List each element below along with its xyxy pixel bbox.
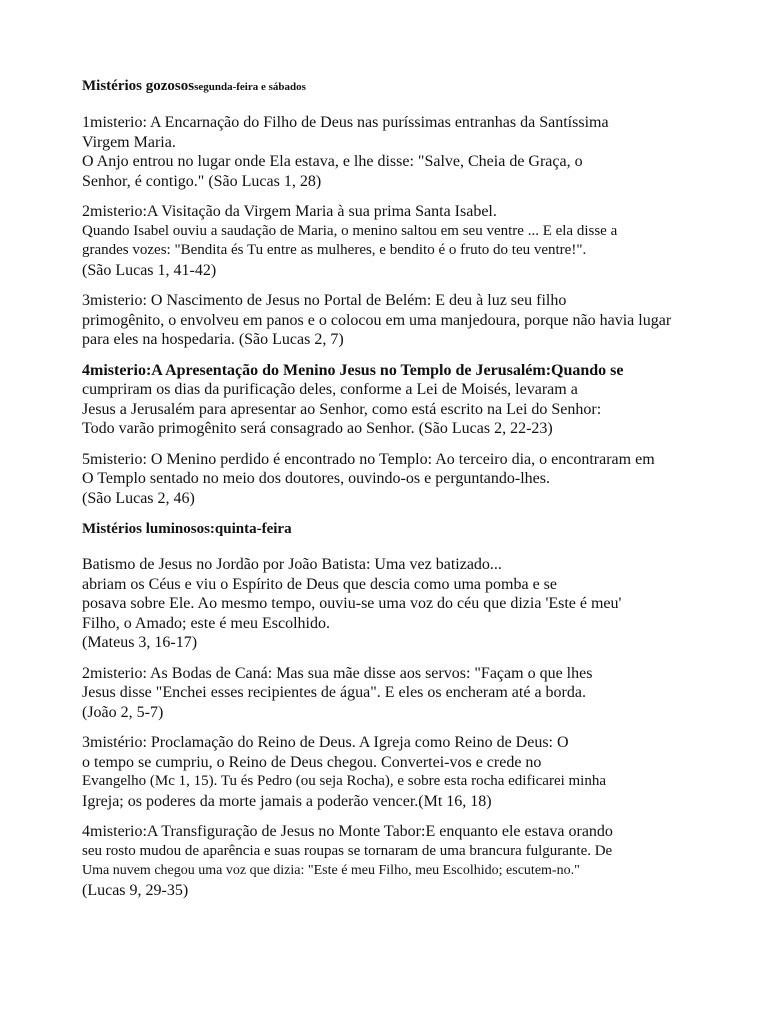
section-title: Mistérios luminosos: bbox=[82, 521, 215, 537]
section-heading-gozosos bbox=[82, 76, 752, 97]
mystery-paragraph-luminoso-1 bbox=[82, 555, 752, 653]
text-line: grandes vozes: "Bendita és Tu entre as mulheres, e bendito é o fruto do teu ventre!". bbox=[82, 242, 587, 258]
mystery-paragraph-gozoso-3 bbox=[82, 291, 752, 350]
text-line: abriam os Céus e viu o Espírito de Deus que descia como uma pomba e se bbox=[82, 575, 557, 593]
section-days: segunda-feira e sábados bbox=[194, 81, 306, 93]
text-line: Todo varão primogênito será consagrado ao Senhor. (São Lucas 2, 22-23) bbox=[82, 420, 553, 437]
text-line: O Templo sentado no meio dos doutores, ouvindo-os e perguntando-lhes. bbox=[82, 470, 550, 487]
section-days: quinta-feira bbox=[214, 521, 292, 537]
text-line: Virgem Maria. bbox=[82, 133, 176, 151]
text-line: Senhor, é contigo." (São Lucas 1, 28) bbox=[82, 172, 322, 190]
text-line: 2misterio: As Bodas de Caná: Mas sua mãe disse aos servos: "Façam o que lhes bbox=[82, 664, 593, 682]
text-line: Jesus a Jerusalém para apresentar ao Senhor, como está escrito na Lei do Senhor: bbox=[82, 400, 602, 418]
text-line: Uma nuvem chegou uma voz que dizia: "Este é meu Filho, meu Escolhido; escutem-no." bbox=[82, 863, 580, 878]
text-line: Evangelho (Mc 1, 15). Tu és Pedro (ou seja Rocha), e sobre esta rocha edificarei minha bbox=[82, 773, 607, 789]
text-line: O Anjo entrou no lugar onde Ela estava, e lhe disse: "Salve, Cheia de Graça, o bbox=[82, 153, 583, 170]
mystery-title-bold: 4misterio:A Apresentação do Menino Jesus no Templo de Jerusalém:Quando se bbox=[82, 361, 624, 379]
mystery-paragraph-luminoso-3 bbox=[82, 733, 752, 811]
text-line: (São Lucas 2, 46) bbox=[82, 489, 195, 507]
text-line: posava sobre Ele. Ao mesmo tempo, ouviu-se uma voz do céu que dizia 'Este é meu' bbox=[82, 595, 622, 612]
text-line: 3misterio: O Nascimento de Jesus no Portal de Belém: E deu à luz seu filho bbox=[82, 292, 567, 309]
document-body bbox=[82, 76, 752, 911]
text-line: o tempo se cumpriu, o Reino de Deus chegou. Convertei-vos e crede no bbox=[82, 753, 542, 771]
text-line: Igreja; os poderes da morte jamais a poderão vencer.(Mt 16, 18) bbox=[82, 792, 492, 810]
text-line: Jesus disse "Enchei esses recipientes de água". E eles os encheram até a borda. bbox=[82, 684, 586, 701]
text-line: (Mateus 3, 16-17) bbox=[82, 634, 198, 651]
mystery-paragraph-luminoso-4 bbox=[82, 822, 752, 900]
mystery-paragraph-gozoso-4 bbox=[82, 361, 752, 439]
mystery-paragraph-gozoso-1 bbox=[82, 113, 752, 191]
text-line: para eles na hospedaria. (São Lucas 2, 7) bbox=[82, 331, 344, 348]
section-title: Mistérios gozosos bbox=[82, 78, 195, 94]
text-line: seu rosto mudou de aparência e suas roupas se tornaram de uma brancura fulgurante. De bbox=[82, 842, 613, 859]
mystery-paragraph-luminoso-2 bbox=[82, 664, 752, 723]
text-line: (São Lucas 1, 41-42) bbox=[82, 261, 217, 279]
text-line: 1misterio: A Encarnação do Filho de Deus nas puríssimas entranhas da Santíssima bbox=[82, 114, 609, 131]
text-line: (João 2, 5-7) bbox=[82, 703, 164, 721]
mystery-paragraph-gozoso-5 bbox=[82, 450, 752, 509]
text-line: (Lucas 9, 29-35) bbox=[82, 881, 189, 899]
text-line: 2misterio:A Visitação da Virgem Maria à sua prima Santa Isabel. bbox=[82, 203, 497, 220]
section-heading-luminosos bbox=[82, 519, 752, 539]
text-line: 3mistério: Proclamação do Reino de Deus. A Igreja como Reino de Deus: O bbox=[82, 734, 569, 751]
text-line: 5misterio: O Menino perdido é encontrado no Templo: Ao terceiro dia, o encontraram em bbox=[82, 450, 655, 468]
text-line: cumpriram os dias da purificação deles, conforme a Lei de Moisés, levaram a bbox=[82, 381, 578, 398]
text-line: 4misterio:A Transfiguração de Jesus no Monte Tabor:E enquanto ele estava orando bbox=[82, 823, 613, 840]
text-line: primogênito, o envolveu em panos e o colocou em uma manjedoura, porque não havia lugar bbox=[82, 311, 672, 329]
text-line: Batismo de Jesus no Jordão por João Batista: Uma vez batizado... bbox=[82, 556, 502, 573]
text-line: Filho, o Amado; este é meu Escolhido. bbox=[82, 614, 330, 632]
mystery-paragraph-gozoso-2 bbox=[82, 202, 752, 280]
text-line: Quando Isabel ouviu a saudação de Maria, o menino saltou em seu ventre ... E ela disse a bbox=[82, 222, 618, 239]
